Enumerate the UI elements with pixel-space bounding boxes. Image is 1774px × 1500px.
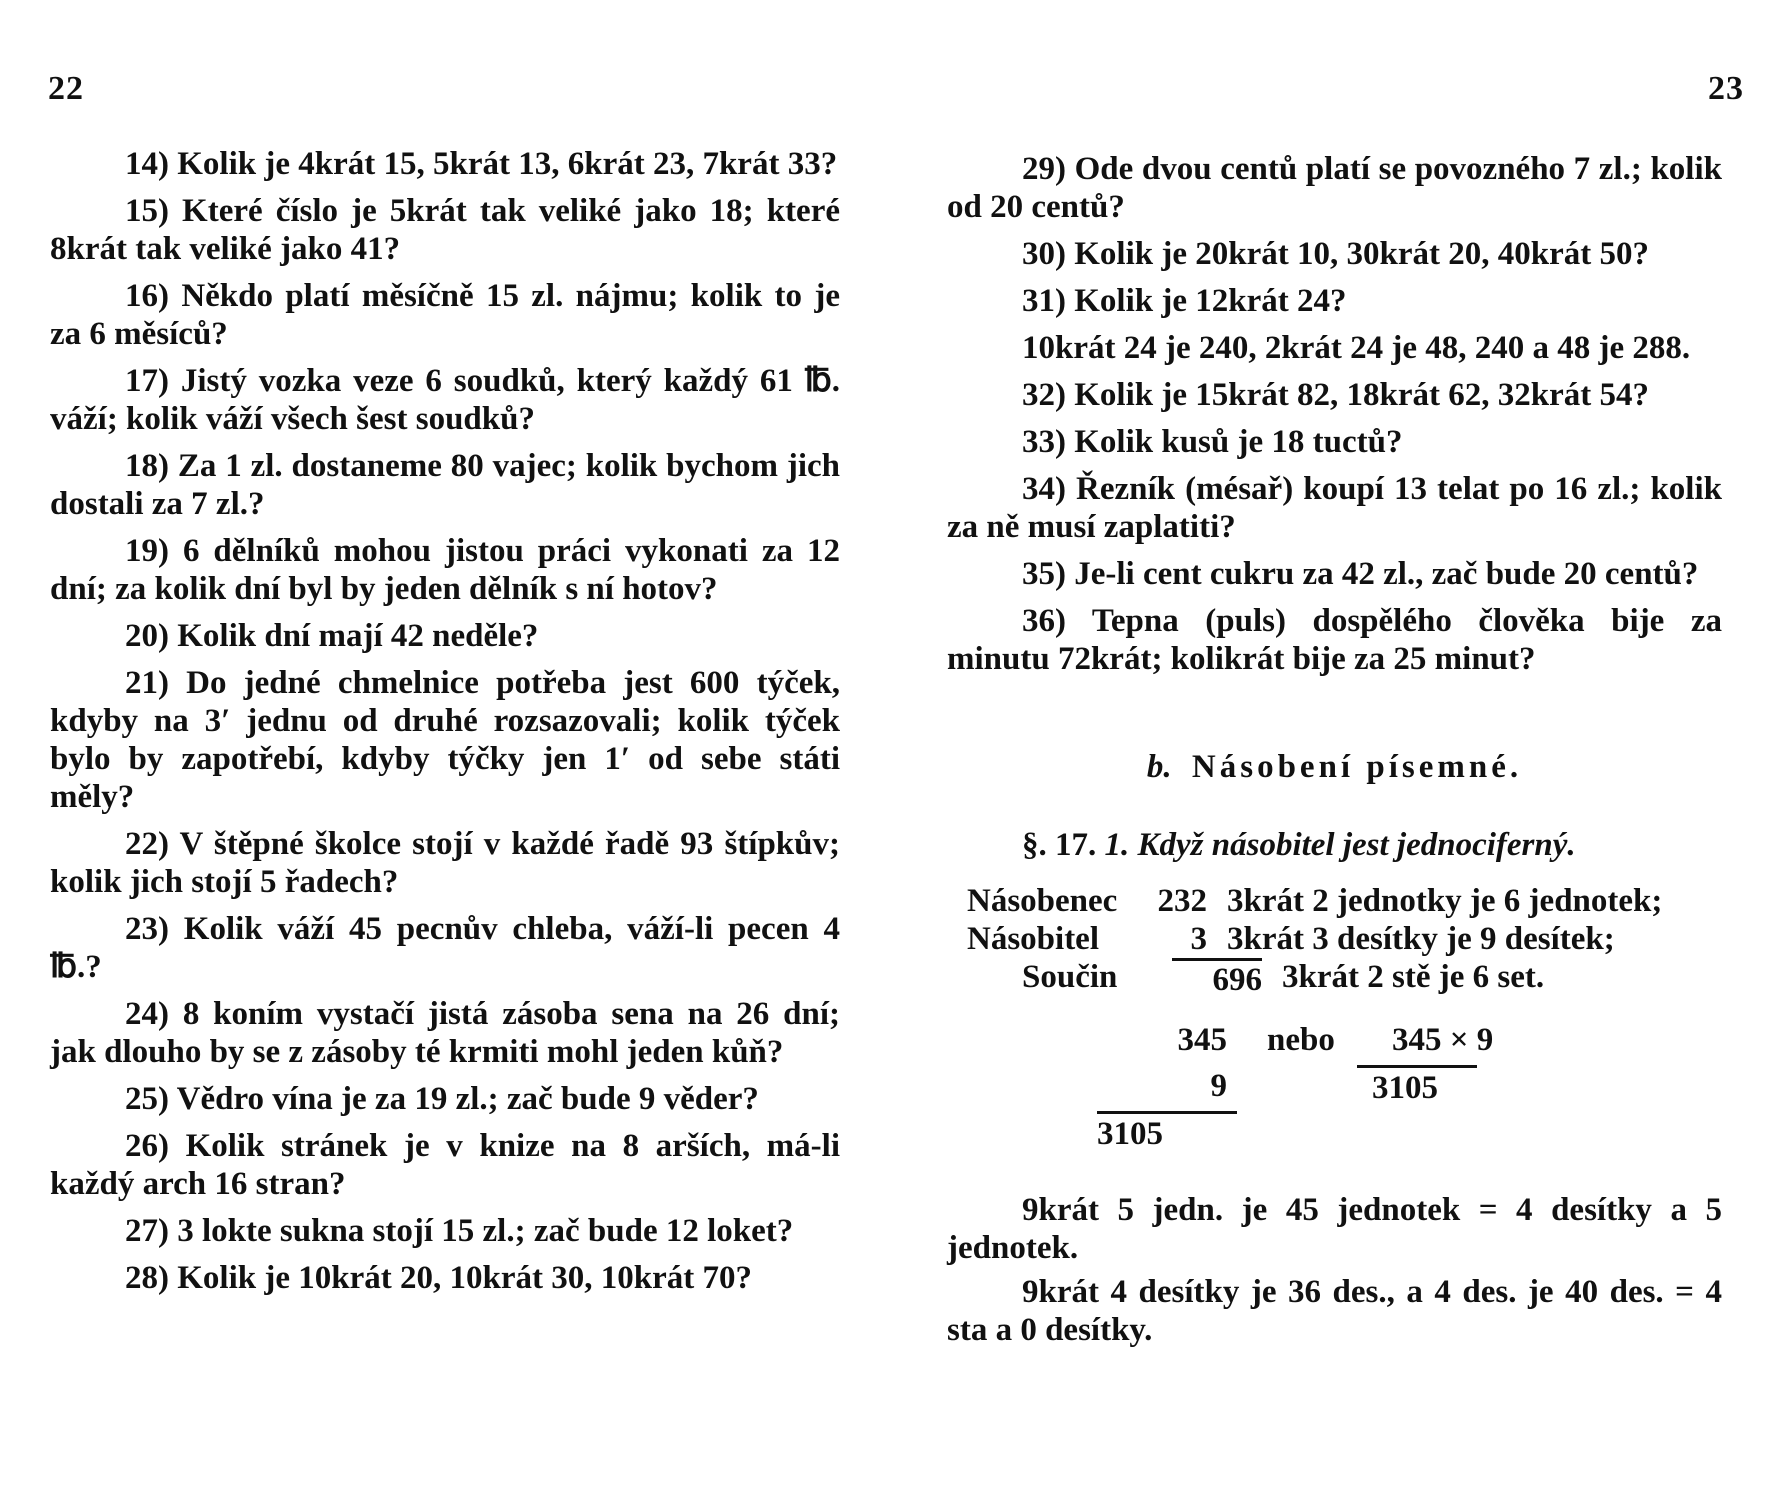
exercise-18: 18) Za 1 zl. dostaneme 80 vajec; kolik bychom jich dostali za 7 zl.? [50, 448, 840, 522]
section-heading: Násobení písemné. [1191, 749, 1523, 785]
exercise-25: 25) Vědro vína je za 19 zl.; zač bude 9 věder? [125, 1081, 759, 1117]
section-label: b. [1146, 749, 1172, 785]
exercise-21: 21) Do jedné chmelnice potřeba jest 600 týček, kdyby na 3′ jednu od druhé rozsazovali; kolik týček bylo by zapotřebí, kdyby týčky jen 1′ od sebe státi měly? [50, 665, 840, 815]
paragraph-number: §. 17. [1022, 827, 1097, 863]
exercise-31-solution: 10krát 24 je 240, 2krát 24 je 48, 240 a 48 je 288. [1022, 330, 1691, 366]
row-number: 696 [1172, 958, 1262, 999]
row-soucin [967, 958, 1722, 999]
paragraph-heading [947, 826, 1722, 864]
exercise-23: 23) Kolik váží 45 pecnův chleba, váží-li pecen 4 ℔.? [50, 911, 840, 985]
right-page [887, 0, 1774, 1500]
multiplication-table [967, 882, 1722, 999]
calc-multiplier: 9 [1210, 1068, 1227, 1104]
exercise-36: 36) Tepna (puls) dospělého člověka bije za minutu 72krát; kolikrát bije za 25 minut? [947, 603, 1722, 677]
exercise-20: 20) Kolik dní mají 42 neděle? [125, 618, 539, 654]
calc-result-2: 3105 [1372, 1070, 1438, 1106]
exercise-30: 30) Kolik je 20krát 10, 30krát 20, 40krát 50? [1022, 236, 1649, 272]
row-label: Násobitel [967, 921, 1099, 957]
exercise-list-right [947, 150, 1722, 1355]
row-text: 3krát 2 jednotky je 6 jednotek; [1227, 883, 1663, 919]
exercise-35: 35) Je-li cent cukru za 42 zl., zač bude 20 centů? [1022, 556, 1699, 592]
calculation-example [947, 1021, 1722, 1161]
calc-divider-line-2 [1357, 1065, 1477, 1068]
explanation-1: 9krát 5 jedn. je 45 jednotek = 4 desítky a 5 jednotek. [947, 1192, 1722, 1266]
exercise-16: 16) Někdo platí měsíčně 15 zl. nájmu; kolik to je za 6 měsíců? [50, 278, 840, 352]
section-title [947, 748, 1722, 786]
exercise-24: 24) 8 koním vystačí jistá zásoba sena na 26 dní; jak dlouho by se z zásoby té krmiti mohl jeden kůň? [50, 996, 840, 1070]
row-text: 3krát 3 desítky je 9 desítek; [1227, 921, 1615, 957]
row-label: Součin [1022, 959, 1118, 995]
page-number-left: 22 [48, 70, 84, 107]
exercise-34: 34) Řezník (mésař) koupí 13 telat po 16 zl.; kolik za ně musí zaplatiti? [947, 471, 1722, 545]
exercise-31: 31) Kolik je 12krát 24? [1022, 283, 1347, 319]
calc-multiplicand: 345 [1177, 1022, 1227, 1058]
exercise-28: 28) Kolik je 10krát 20, 10krát 30, 10krát 70? [125, 1260, 752, 1296]
row-nasobitel [967, 920, 1722, 958]
row-nasobenec [967, 882, 1722, 920]
paragraph-heading-text: 1. Když násobitel jest jednociferný. [1104, 827, 1576, 863]
row-label: Násobenec [967, 883, 1118, 919]
explanation-2: 9krát 4 desítky je 36 des., a 4 des. je 40 des. = 4 sta a 0 desítky. [947, 1274, 1722, 1348]
calc-divider-line [1097, 1111, 1237, 1114]
exercise-15: 15) Které číslo je 5krát tak veliké jako 18; které 8krát tak veliké jako 41? [50, 193, 840, 267]
exercise-32: 32) Kolik je 15krát 82, 18krát 62, 32krát 54? [1022, 377, 1649, 413]
exercise-27: 27) 3 lokte sukna stojí 15 zl.; zač bude 12 loket? [125, 1213, 794, 1249]
row-number: 3 [1190, 921, 1207, 957]
exercise-33: 33) Kolik kusů je 18 tuctů? [1022, 424, 1403, 460]
row-text: 3krát 2 stě je 6 set. [1282, 959, 1545, 995]
page-number-right: 23 [1708, 70, 1744, 107]
exercise-22: 22) V štěpné školce stojí v každé řadě 93 štípkův; kolik jich stojí 5 řadech? [50, 826, 840, 900]
exercise-14: 14) Kolik je 4krát 15, 5krát 13, 6krát 23, 7krát 33? [125, 146, 838, 182]
calc-or: nebo [1267, 1022, 1335, 1058]
exercise-17: 17) Jistý vozka veze 6 soudků, který každý 61 ℔. váží; kolik váží všech šest soudků? [50, 363, 840, 437]
exercise-26: 26) Kolik stránek je v knize na 8 arších, má-li každý arch 16 stran? [50, 1128, 840, 1202]
row-number: 232 [1157, 883, 1207, 919]
calc-expression: 345 × 9 [1392, 1022, 1494, 1058]
exercise-29: 29) Ode dvou centů platí se povozného 7 zl.; kolik od 20 centů? [947, 151, 1722, 225]
calc-result: 3105 [1097, 1116, 1163, 1152]
exercise-list-left [50, 145, 840, 1306]
exercise-19: 19) 6 dělníků mohou jistou práci vykonati za 12 dní; za kolik dní byl by jeden dělník s ní hotov? [50, 533, 840, 607]
